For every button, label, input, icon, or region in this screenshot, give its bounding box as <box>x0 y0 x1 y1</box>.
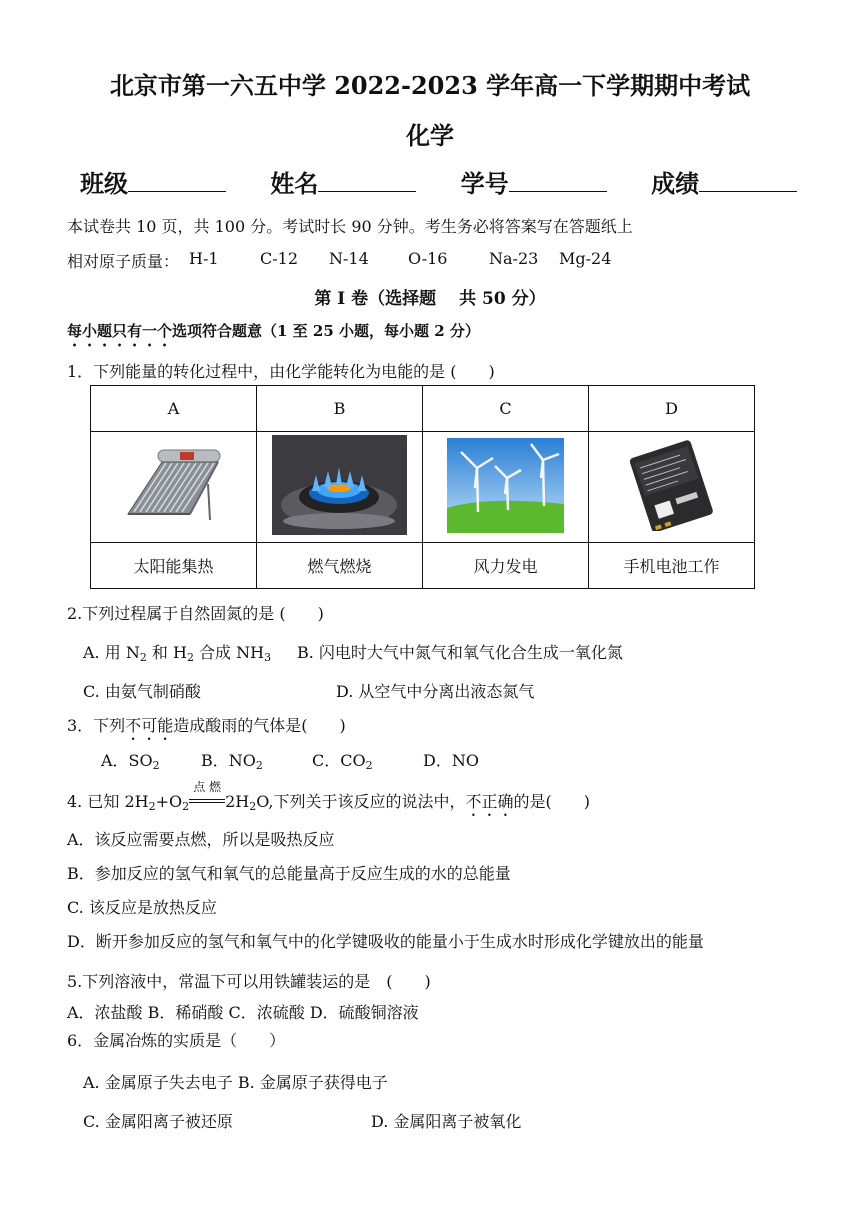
q3-option-d[interactable]: D．NO <box>423 751 479 770</box>
q2-option-a[interactable]: A. 用 $N_2$ 和 $H_2$ 合成 $NH_3$ <box>83 643 272 664</box>
q4-stem-end: 的是( ) <box>513 792 591 811</box>
class-field[interactable] <box>80 164 226 199</box>
q4-stem: 4. 已知 $2H_2+O_2$ 点 燃 $2H_2O$,下列关于该反应的说法中，不正确的是( ) <box>67 780 591 813</box>
q4-stem-o2: +O <box>155 792 183 811</box>
ignition-condition-label: 点 燃 <box>193 780 222 794</box>
subject-title: 化学 <box>406 121 454 150</box>
student-id-label: 学号 <box>460 169 509 198</box>
q3-stem-post: 造成酸雨的气体是( ) <box>173 716 346 735</box>
q4-stem-emphasis: 不正确 <box>465 792 514 811</box>
q4-option-c[interactable]: C. 该反应是放热反应 <box>67 898 217 917</box>
q4-stem-pre: 4. 已知 2H <box>67 792 149 811</box>
class-blank[interactable] <box>128 169 226 192</box>
q4-option-a[interactable]: A．该反应需要点燃，所以是吸热反应 <box>67 830 335 849</box>
q5-stem: 5.下列溶液中，常温下可以用铁罐装运的是 ( ) <box>67 972 431 991</box>
score-field[interactable] <box>651 164 797 199</box>
q3-option-b[interactable]: B．$NO_2$ <box>201 751 263 772</box>
phone-battery-image <box>619 439 725 531</box>
student-id-blank[interactable] <box>509 169 607 192</box>
q2-option-a-text-2: 和 H <box>146 643 187 662</box>
q3-option-c[interactable]: C．$CO_2$ <box>312 751 373 772</box>
q6-option-c[interactable]: C. 金属阳离子被还原 <box>83 1112 233 1131</box>
q1-image-cell-d <box>589 432 755 543</box>
atomic-mass-c: C-12 <box>260 249 299 268</box>
atomic-mass-n: N-14 <box>329 249 369 268</box>
class-label: 班级 <box>80 169 128 198</box>
score-blank[interactable] <box>699 169 797 192</box>
name-blank[interactable] <box>318 169 416 192</box>
gas-stove-burner-image <box>272 435 407 535</box>
score-label: 成绩 <box>651 169 700 198</box>
atomic-mass-mg: Mg-24 <box>559 249 612 268</box>
exam-title: 北京市第一六五中学 2022-2023 学年高一下学期期中考试 <box>109 71 751 100</box>
q1-caption-d: 手机电池工作 <box>589 543 755 589</box>
q3-option-a-text: A．SO <box>101 751 153 770</box>
q3-option-c-text: C．CO <box>312 751 366 770</box>
q1-image-cell-b <box>257 432 423 543</box>
q1-image-cell-c <box>423 432 589 543</box>
q1-header-d: D <box>589 386 755 432</box>
q6-stem: 6．金属冶炼的实质是（ ） <box>67 1031 286 1050</box>
q1-image-cell-a <box>91 432 257 543</box>
name-field[interactable] <box>270 164 416 199</box>
q2-option-c[interactable]: C. 由氨气制硝酸 <box>83 682 201 701</box>
q3-option-b-text: B．NO <box>201 751 256 770</box>
wind-turbines-image <box>447 438 564 533</box>
student-info-row <box>80 164 797 199</box>
q4-option-d[interactable]: D．断开参加反应的氢气和氧气中的化学键吸收的能量小于生成水时形成化学键放出的能量 <box>67 932 704 951</box>
q2-stem: 2.下列过程属于自然固氮的是 ( ) <box>67 604 324 623</box>
q1-header-b: B <box>257 386 423 432</box>
q2-option-d[interactable]: D. 从空气中分离出液态氮气 <box>336 682 535 701</box>
section-rule <box>67 320 480 350</box>
atomic-mass-label: 相对原子质量： <box>67 252 180 271</box>
q2-option-a-text-1: A. 用 N <box>83 643 140 662</box>
q1-caption-b: 燃气燃烧 <box>257 543 423 589</box>
atomic-mass-o: O-16 <box>408 249 448 268</box>
atomic-mass-line <box>67 249 612 272</box>
q1-options-table <box>90 385 755 589</box>
reaction-equals-sign <box>189 799 225 803</box>
name-label: 姓名 <box>270 169 319 198</box>
q2-option-b[interactable]: B. 闪电时大气中氮气和氧气化合生成一氧化氮 <box>297 643 623 662</box>
q6-options-ab[interactable]: A. 金属原子失去电子 B. 金属原子获得电子 <box>83 1073 388 1092</box>
q4-stem-post: O,下列关于该反应的说法中， <box>256 792 466 811</box>
q1-stem: 1．下列能量的转化过程中，由化学能转化为电能的是 ( ) <box>67 362 495 381</box>
q5-options[interactable]: A．浓盐酸 B．稀硝酸 C．浓硫酸 D．硫酸铜溶液 <box>67 1003 419 1022</box>
atomic-mass-h: H-1 <box>189 249 219 268</box>
q1-caption-c: 风力发电 <box>423 543 589 589</box>
student-id-field[interactable] <box>461 164 607 199</box>
solar-water-heater-image <box>118 444 230 526</box>
section-rule-emphasis: 每小题只有一个 <box>67 322 173 340</box>
ignition-condition <box>189 780 225 811</box>
q6-option-d[interactable]: D. 金属阳离子被氧化 <box>371 1112 522 1131</box>
section-heading: 第 I 卷（选择题 共 50 分） <box>314 289 546 309</box>
q1-header-c: C <box>423 386 589 432</box>
q4-option-b[interactable]: B．参加反应的氢气和氧气的总能量高于反应生成的水的总能量 <box>67 864 511 883</box>
q3-stem <box>67 713 346 744</box>
q1-header-a: A <box>91 386 257 432</box>
q3-option-a[interactable]: A．$SO_2$ <box>101 751 160 772</box>
q2-option-a-text-3: 合成 NH <box>193 643 265 662</box>
q4-stem-h2o: 2H <box>225 792 250 811</box>
q1-caption-a: 太阳能集热 <box>91 543 257 589</box>
atomic-mass-na: Na-23 <box>489 249 539 268</box>
q3-stem-emphasis: 不可能 <box>125 716 174 735</box>
q3-stem-pre: 3．下列 <box>67 716 126 735</box>
section-rule-rest: 选项符合题意（1 至 25 小题，每小题 2 分） <box>172 322 480 340</box>
exam-instructions: 本试卷共 10 页，共 100 分。考试时长 90 分钟。考生务必将答案写在答题纸上 <box>67 217 633 236</box>
